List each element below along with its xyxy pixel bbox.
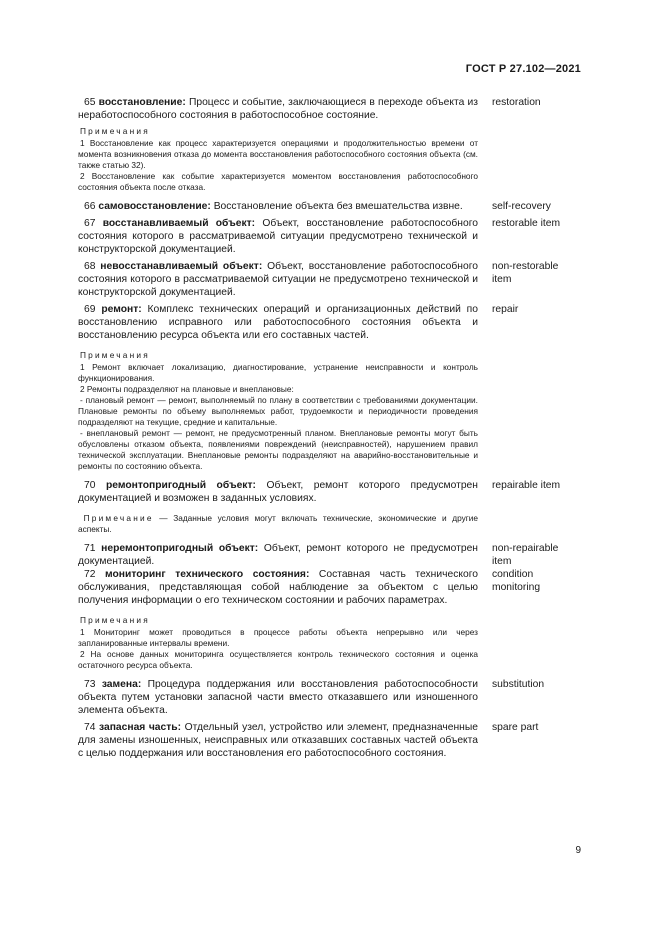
notes-block (78, 615, 478, 671)
term-number: 67 (84, 218, 96, 229)
term-text (78, 568, 478, 607)
notes-block (78, 126, 478, 193)
term-entry-67 (78, 217, 580, 256)
term-name: запасная часть: (98, 722, 182, 733)
term-number: 70 (84, 480, 96, 491)
term-name: восстановление: (98, 97, 186, 108)
term-definition: Объект, восстановление работоспособного состояния которого в рассматриваемой ситуации не предусмотрено технической и конструкторской документацией. (78, 261, 478, 298)
term-text (78, 96, 478, 122)
term-english: condition monitoring (492, 569, 541, 593)
note-item: - плановый ремонт — ремонт, выполняемый по плану в соответствии с требованиями документации. Плановые ремонты по объему выполняемых работ, трудоемкости и периодичности проведения подразделяют на текущие, средние и капитальные. (78, 395, 478, 427)
note-label: Примечание (83, 513, 154, 523)
document-code: ГОСТ Р 27.102—2021 (465, 63, 581, 75)
term-number: 69 (84, 304, 96, 315)
term-entry-68 (78, 260, 580, 299)
term-definition: Процедура поддержания или восстановления работоспособности объекта путем установки запасной части вместо отказавшего или изношенного элемента объекта. (78, 679, 478, 716)
notes-title: Примечания (80, 615, 150, 625)
term-number: 65 (84, 97, 96, 108)
term-text (78, 217, 478, 256)
term-english: repair (492, 304, 519, 315)
note-item: 1 Восстановление как процесс характеризуется операциями и продолжительностью времени от момента возникновения отказа до момента восстановления работоспособного состояния объекта (см. также статью 32). (78, 138, 478, 170)
term-text (78, 721, 478, 760)
term-name: неремонтопригодный объект: (101, 543, 259, 554)
term-definition: Комплекс технических операций и организационных действий по восстановлению исправного или работоспособного состояния объекта и восстановлению ресурса объекта или его составных частей. (78, 304, 478, 341)
term-english: non-restorable item (492, 261, 559, 285)
term-entry-74 (78, 721, 580, 760)
term-entry-66 (78, 200, 580, 213)
term-definition: Объект, восстановление работоспособного состояния которого в рассматриваемой ситуации предусмотрено технической и конструкторской документацией. (78, 218, 478, 255)
term-text (78, 479, 478, 505)
term-english: self-recovery (492, 201, 551, 212)
term-entry-65 (78, 96, 580, 122)
term-number: 72 (84, 569, 96, 580)
term-text (78, 260, 478, 299)
term-english: restorable item (492, 218, 561, 229)
term-name: мониторинг технического состояния: (105, 569, 310, 580)
term-name: ремонт: (101, 304, 142, 315)
term-number: 74 (84, 722, 96, 733)
term-english: repairable item (492, 480, 561, 491)
note-item: 2 Ремонты подразделяют на плановые и внеплановые: (80, 384, 294, 394)
term-number: 71 (84, 543, 96, 554)
term-text (78, 542, 478, 568)
term-name: невосстанавливаемый объект: (100, 261, 263, 272)
term-name: замена: (101, 679, 142, 690)
term-name: самовосстановление: (98, 201, 211, 212)
term-name: ремонтопригодный объект: (105, 480, 256, 491)
term-english: substitution (492, 679, 545, 690)
term-entry-71 (78, 542, 580, 568)
note-item: 1 Ремонт включает локализацию, диагностирование, устранение неисправности и контроль функционирования. (78, 362, 478, 383)
term-entry-69 (78, 303, 580, 342)
notes-title: Примечания (80, 126, 150, 136)
term-english: non-repairable item (492, 543, 559, 567)
note-item: 2 На основе данных мониторинга осуществляется контроль технического состояния и оценка остаточного ресурса объекта. (78, 649, 478, 670)
term-text (78, 678, 478, 717)
notes-title: Примечания (80, 350, 150, 360)
term-definition: Отдельный узел, устройство или элемент, предназначенные для замены изношенных, неисправных или отказавших составных частей объекта с целью поддержания или восстановления его работоспособного состояния. (78, 722, 478, 759)
note-item: - внеплановый ремонт — ремонт, не предусмотренный планом. Внеплановые ремонты могут быть обусловлены отказом объекта, появлениями повреждений (неисправностей), нарушением правил технической эксплуатации. Внеплановые ремонты подразделяют на аварийно-восстановительные и ремонты по состоянию объекта. (78, 428, 478, 471)
term-entry-70 (78, 479, 580, 505)
term-definition: Восстановление объекта без вмешательства извне. (213, 201, 463, 212)
term-english: restoration (492, 97, 541, 108)
term-definition: Составная часть технического обслуживания, представляющая собой наблюдение за объектом с целью получения информации о его техническом состоянии и рабочих параметрах. (78, 569, 478, 606)
term-number: 68 (84, 261, 96, 272)
terms-list (78, 96, 580, 760)
note-item: 1 Мониторинг может проводиться в процессе работы объекта непрерывно или через запланированные интервалы времени. (78, 627, 478, 648)
note-text: — Заданные условия могут включать технические, экономические и другие аспекты. (78, 513, 479, 534)
term-number: 73 (84, 679, 96, 690)
term-number: 66 (84, 201, 96, 212)
notes-block (78, 350, 478, 472)
term-text (78, 200, 478, 213)
note-single (78, 513, 478, 535)
term-definition: Процесс и событие, заключающиеся в переходе объекта из неработоспособного состояния в работоспособное состояние. (78, 97, 478, 121)
term-definition: Объект, ремонт которого предусмотрен документацией и возможен в заданных условиях. (78, 480, 478, 504)
term-entry-73 (78, 678, 580, 717)
term-definition: Объект, ремонт которого не предусмотрен документацией. (78, 543, 478, 567)
term-entry-72 (78, 568, 580, 607)
term-text (78, 303, 478, 342)
term-name: восстанавливаемый объект: (102, 218, 256, 229)
term-english: spare part (492, 722, 539, 733)
note-item: 2 Восстановление как событие характеризуется моментом восстановления работоспособного состояния объекта после отказа. (78, 171, 478, 192)
page-number: 9 (575, 845, 581, 856)
